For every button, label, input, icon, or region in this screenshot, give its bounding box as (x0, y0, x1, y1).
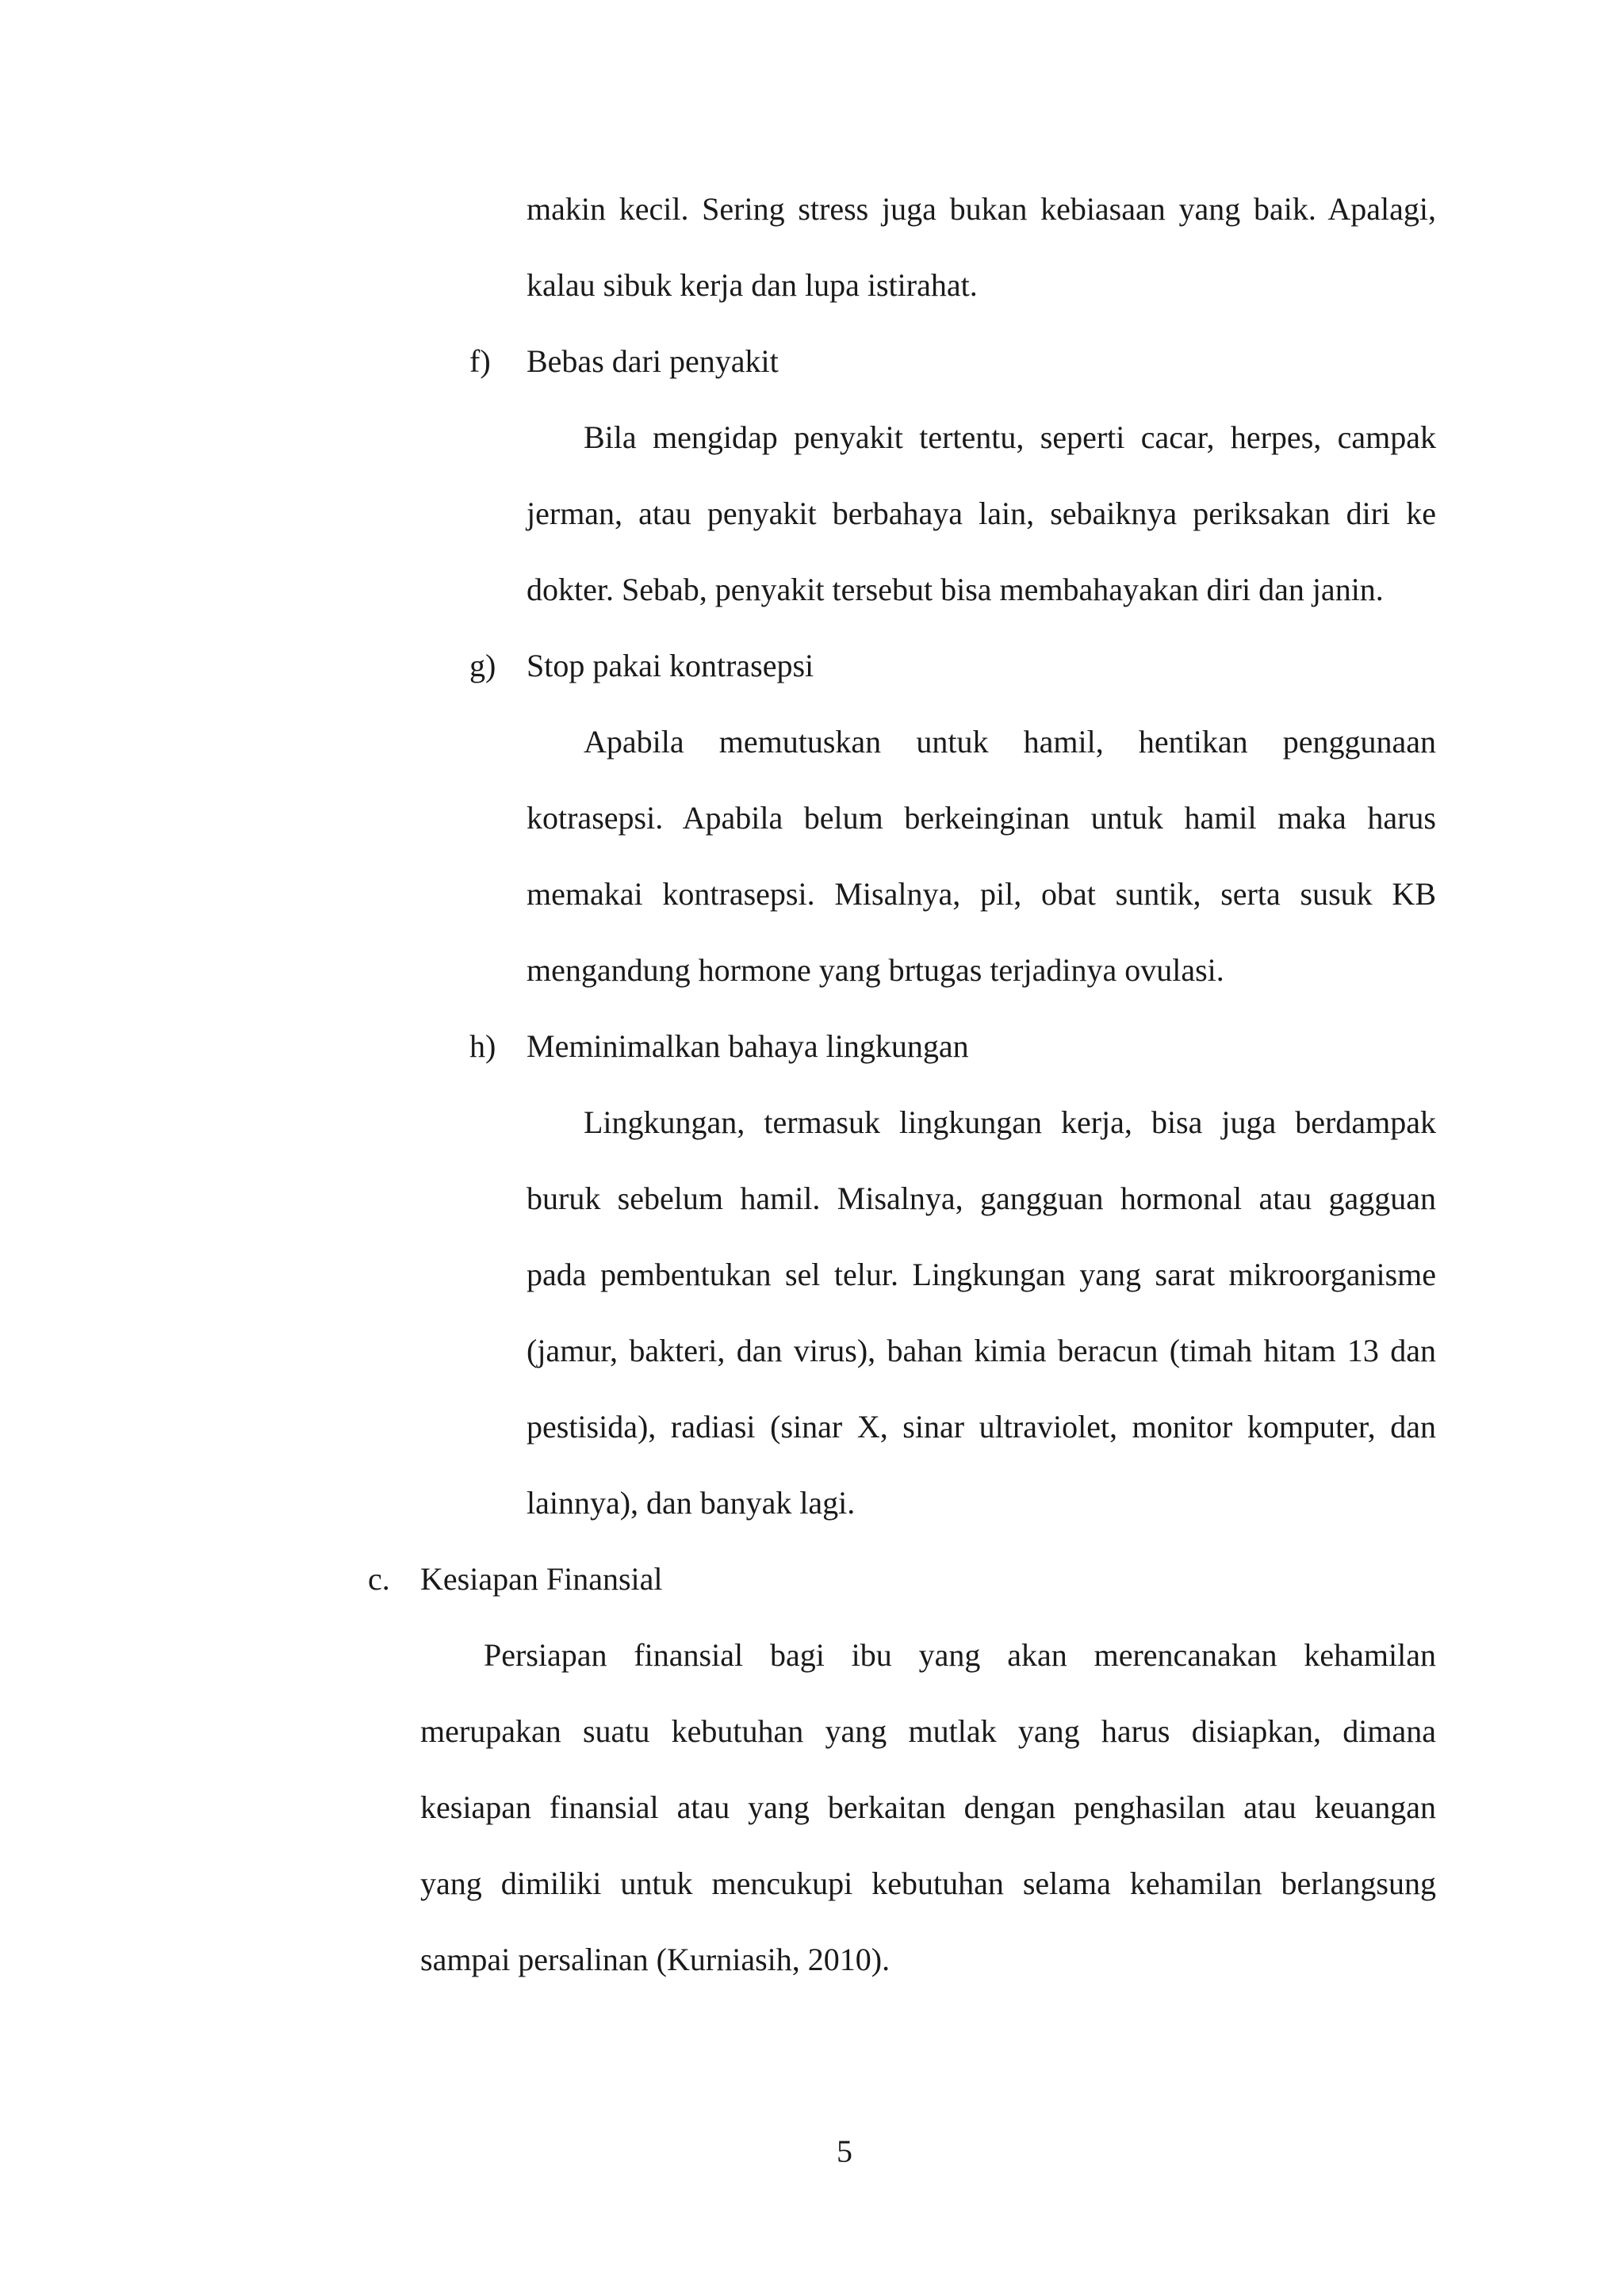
item-heading: Meminimalkan bahaya lingkungan (527, 1028, 969, 1064)
section-marker: c. (368, 1561, 390, 1597)
body-line: kotrasepsi. Apabila belum berkeinginan untuk hamil maka harus (527, 800, 1436, 836)
body-line: kalau sibuk kerja dan lupa istirahat. (527, 267, 978, 303)
body-line: yang dimiliki untuk mencukupi kebutuhan selama kehamilan berlangsung (420, 1866, 1436, 1901)
body-line: pestisida), radiasi (sinar X, sinar ultraviolet, monitor komputer, dan (527, 1409, 1436, 1445)
body-line: memakai kontrasepsi. Misalnya, pil, obat suntik, serta susuk KB (527, 876, 1436, 912)
body-line: sampai persalinan (Kurniasih, 2010). (420, 1942, 891, 1977)
body-line: lainnya), dan banyak lagi. (527, 1485, 856, 1521)
item-heading: Bebas dari penyakit (527, 343, 779, 379)
body-line: Persiapan finansial bagi ibu yang akan merencanakan kehamilan (484, 1637, 1436, 1673)
list-marker: f) (469, 343, 491, 379)
body-line: mengandung hormone yang brtugas terjadinya ovulasi. (527, 952, 1224, 988)
body-line: makin kecil. Sering stress juga bukan kebiasaan yang baik. Apalagi, (527, 191, 1436, 227)
body-line: kesiapan finansial atau yang berkaitan dengan penghasilan atau keuangan (420, 1789, 1436, 1825)
body-line: dokter. Sebab, penyakit tersebut bisa membahayakan diri dan janin. (527, 572, 1384, 607)
page-number: 5 (837, 2133, 852, 2169)
body-line: buruk sebelum hamil. Misalnya, gangguan hormonal atau gagguan (527, 1181, 1436, 1216)
body-line: Apabila memutuskan untuk hamil, hentikan penggunaan (584, 724, 1436, 760)
body-line: (jamur, bakteri, dan virus), bahan kimia beracun (timah hitam 13 dan (527, 1333, 1436, 1368)
list-marker: g) (469, 648, 496, 683)
section-heading: Kesiapan Finansial (420, 1561, 663, 1597)
body-line: pada pembentukan sel telur. Lingkungan yang sarat mikroorganisme (527, 1257, 1436, 1292)
list-marker: h) (469, 1028, 496, 1064)
body-line: Bila mengidap penyakit tertentu, seperti cacar, herpes, campak (584, 419, 1436, 455)
body-line: merupakan suatu kebutuhan yang mutlak yang harus disiapkan, dimana (420, 1713, 1436, 1749)
item-heading: Stop pakai kontrasepsi (527, 648, 814, 683)
body-line: Lingkungan, termasuk lingkungan kerja, bisa juga berdampak (584, 1104, 1436, 1140)
body-line: jerman, atau penyakit berbahaya lain, sebaiknya periksakan diri ke (527, 496, 1436, 531)
